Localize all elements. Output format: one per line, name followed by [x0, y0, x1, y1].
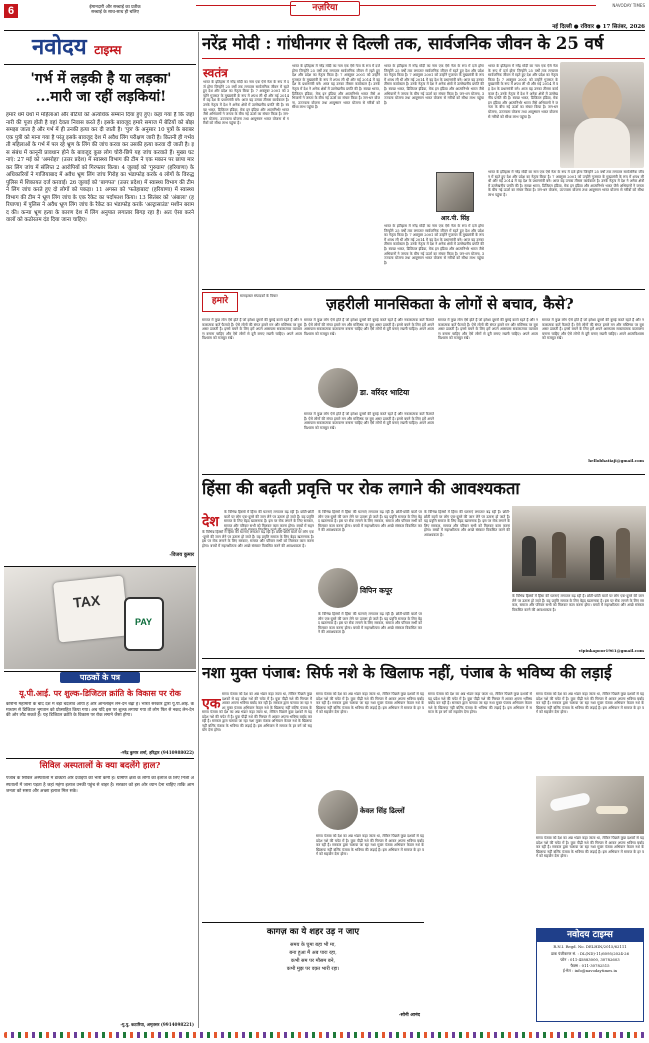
violence-body-col1: के विभिन्न हिस्सों में हिंसा की घटनाएं लगातार बढ़ रही हैं। छोटी-छोटी बातों पर लोग एक-दूसरे की जान लेने पर उतारू हो जाते हैं। यह प्रवृत्ति समाज के लिए बेहद खतरनाक है। इस पर रोक लगाने के लिए सरकार, समाज और परिवार सभी को मिलकर काम करना होगा। बच्चों में सहन [224, 510, 314, 528]
toxic-body-col2b: समाज में कुछ लोग ऐसे होते हैं जो हमेशा दूसरों की बुराई करते रहते हैं और नकारात्मक बातें फैलाते हैं। ऐसे लोगों की संगत हमारे मन और मस्तिष्क पर बुरा असर डालती है। इनसे बचने के लिए हमें अपने आसपास सकारात्मक वातावरण बनाना चाहिए और ऐसे लोगों से दूरी बनाए रखनी चाहिए। अपने आत्मविश्वास को मजबूत रखें। [304, 412, 434, 430]
toxic-author-name: डा. वरिंदर भाटिया [360, 388, 410, 397]
toxic-body-col3: समाज में कुछ लोग ऐसे होते हैं जो हमेशा दूसरों की बुराई करते रहते हैं और नकारात्मक बातें फैलाते हैं। ऐसे लोगों की संगत हमारे मन और मस्तिष्क पर बुरा असर डालती है। इनसे बचने के लिए हमें अपने आसपास सकारात्मक वातावरण बनाना चाहिए और ऐसे लोगों से दूरी बनाए रखनी चाहिए। अपने आत्मविश्वास को मजबूत रखें। [438, 318, 538, 341]
punjab-body-col3: समय पंजाब को देश का अन्न भंडार कहा जाता था, लेकिन पिछले कुछ दशकों से यह प्रदेश नशे की चपेट में है। युवा पीढ़ी नशे की गिरफ्त में आकर अपना भविष्य बर्बाद कर रही है। सरकार द्वारा चलाया जा रहा नशा मुक्त पंजाब अभियान केवल नशे के खिलाफ नहीं बल्कि पंजाब के भविष्य की लड़ाई है। इस अभियान में समाज के हर वर्ग को सहयोग देना होगा। [428, 692, 532, 715]
modi-body-col5: भारत के इतिहास में नरेंद्र मोदी का नाम एक ऐसे नेता के रूप में दर्ज होगा जिन्होंने 25 वर्षों तक लगातार सार्वजनिक जीवन में रहते हुए देश और प्रदेश का नेतृत्व किया है। 7 अक्तूबर 2001 को उन्होंने गुजरात के मुख्यमंत्री के रूप में शपथ ली थी और मई 2014 में वह देश के प्रधानमंत्री बने। आज यह उनका तीसरा कार्यकाल है। उनके नेतृत्व में देश ने अनेक क्षेत्रों में उल्लेखनीय प्रगति की है। स्वच्छ भारत, डिजिटल इंडिया, मेक इन इंडिया और आत्मनिर्भर भारत जैसे अभियानों ने जनता के बीच नई ऊर्जा का संचार किया है। जन-धन योजना, उज्ज्वला योजना तथा आयुष्मान भारत योजना से गरीबों को सीधा लाभ पहुंचा है। [488, 64, 558, 119]
masthead-logo [32, 36, 182, 60]
footer-lines: डाक पंजीकरण सं. : DL(ND)-11/6095/2024-26 फोन : 011-45883000, 30782603 फैक्स : 011-30782515 ई-मेल : info@navodaytimes.in [551, 951, 629, 974]
punjab-body-col4b: समय पंजाब को देश का अन्न भंडार कहा जाता था, लेकिन पिछले कुछ दशकों से यह प्रदेश नशे की चपेट में है। युवा पीढ़ी नशे की गिरफ्त में आकर अपना भविष्य बर्बाद कर रही है। सरकार द्वारा चलाया जा रहा नशा मुक्त पंजाब अभियान केवल नशे के खिलाफ नहीं बल्कि पंजाब के भविष्य की लड़ाई है। इस अभियान में समाज के हर वर्ग को सहयोग देना होगा। [536, 836, 644, 859]
toxic-author-photo [318, 368, 358, 408]
ad-body: सलाहकार संपादकों के विचार [240, 294, 278, 298]
editorial-title-line2: ...मारी जा रहीं लड़कियां! [35, 89, 167, 105]
page-number-box [4, 4, 18, 18]
tax-card-image: TAX PAY [4, 566, 196, 669]
violence-body-col2: के विभिन्न हिस्सों में हिंसा की घटनाएं लगातार बढ़ रही हैं। छोटी-छोटी बातों पर लोग एक-दूसरे की जान लेने पर उतारू हो जाते हैं। यह प्रवृत्ति समाज के लिए बेहद खतरनाक है। इस पर रोक लगाने के लिए सरकार, समाज और परिवार सभी को मिलकर काम करना होगा। बच्चों में सहनशीलता और अच्छे संस्कार विकसित करने की आवश्यकता है। [318, 510, 422, 533]
violence-body-col1b: के विभिन्न हिस्सों में हिंसा की घटनाएं लगातार बढ़ रही हैं। छोटी-छोटी बातों पर लोग एक-दूसरे की जान लेने पर उतारू हो जाते हैं। यह प्रवृत्ति समाज के लिए बेहद खतरनाक है। इस पर रोक लगाने के लिए सरकार, समाज और परिवार सभी को मिलकर काम करना होगा। बच्चों में सहनशीलता और अच्छे संस्कार विकसित करने की आवश्यकता है। [202, 530, 314, 548]
letter1-title: यू.पी.आई. पर शुल्क-डिजिटल क्रांति के विकास पर रोक [19, 688, 181, 698]
footer-dots [4, 1032, 645, 1038]
ad-title: हमारे [211, 296, 229, 306]
modi-headline: नरेंद्र मोदी : गांधीनगर से दिल्ली तक, सार्वजनिक जीवन के 25 वर्ष [202, 34, 604, 53]
toxic-body-col2: समाज में कुछ लोग ऐसे होते हैं जो हमेशा दूसरों की बुराई करते रहते हैं और नकारात्मक बातें फैलाते हैं। ऐसे लोगों की संगत हमारे मन और मस्तिष्क पर बुरा असर डालती है। इनसे बचने के लिए हमें अपने आसपास सकारात्मक वातावरण बनाना चाहिए और ऐसे लोगों से दूरी बनाए रखनी चाहिए। अपने आत्मविश्वास को मजबूत रखें। [304, 318, 434, 336]
letter1-body: कोरोना महामारी के बाद देश में बड़ा बदलाव आया है और ऑनलाइन लेन-देन बढ़ा है। भारत सरकार द्वारा यू.पी.आई. के माध्यम से डिजिटल भुगतान को प्रोत्साहित किया गया। अब यदि इस पर शुल्क लगाया गया तो लोग फिर से नकद लेन-देन की ओर लौट सकते हैं। यह डिजिटल क्रांति के विकास पर रोक लगाने जैसा होगा। [6, 702, 194, 719]
modi-body-col2: भारत के इतिहास में नरेंद्र मोदी का नाम एक ऐसे नेता के रूप में दर्ज होगा जिन्होंने 25 वर्षों तक लगातार सार्वजनिक जीवन में रहते हुए देश और प्रदेश का नेतृत्व किया है। 7 अक्तूबर 2001 को उन्होंने गुजरात के मुख्यमंत्री के रूप में शपथ ली थी और मई 2014 में वह देश के प्रधानमंत्री बने। आज यह उनका तीसरा कार्यकाल है। उनके नेतृत्व में देश ने अनेक क्षेत्रों में उल्लेखनीय प्रगति की है। स्वच्छ भारत, डिजिटल इंडिया, मेक इन इंडिया और आत्मनिर्भर भारत जैसे अभियानों ने जनता के बीच नई ऊर्जा का संचार किया है। जन-धन योजना, उज्ज्वला योजना तथा आयुष्मान भारत योजना से गरीबों को सीधा लाभ पहुंचा है। [292, 64, 380, 110]
violence-author-name: विपिन कपूर [360, 586, 393, 595]
toxic-body-col1: समाज में कुछ लोग ऐसे होते हैं जो हमेशा दूसरों की बुराई करते रहते हैं और नकारात्मक बातें फैलाते हैं। ऐसे लोगों की संगत हमारे मन और मस्तिष्क पर बुरा असर डालती है। इनसे बचने के लिए हमें अपने आसपास सकारात्मक वातावरण बनाना चाहिए और ऐसे लोगों से दूरी बनाए रखनी चाहिए। अपने आत्मविश्वास को मजबूत रखें। [202, 318, 302, 341]
poem-byline: -सोनी आनंद [398, 1013, 420, 1018]
violence-crowd-photo [512, 506, 646, 592]
letter1-byline: -नरेंद्र कुमार शर्मा, हरिद्वार (9410988022) [120, 750, 194, 755]
modi-body-col6: भारत के इतिहास में नरेंद्र मोदी का नाम एक ऐसे नेता के रूप में दर्ज होगा जिन्होंने 25 वर्षों तक लगातार सार्वजनिक जीवन में रहते हुए देश और प्रदेश का नेतृत्व किया है। 7 अक्तूबर 2001 को उन्होंने गुजरात के मुख्यमंत्री के रूप में शपथ ली थी और मई 2014 में वह देश के प्रधानमंत्री बने। आज यह उनका तीसरा कार्यकाल है। उनके नेतृत्व में देश ने अनेक क्षेत्रों में उल्लेखनीय प्रगति की है। स्वच्छ भारत, डिजिटल इंडिया, मेक इन इंडिया और आत्मनिर्भर भारत जैसे अभियानों ने जनता के बीच नई ऊर्जा का संचार किया है। जन-धन योजना, उज्ज्वला योजना तथा आयुष्मान भारत योजना से गरीबों को सीधा लाभ पहुंचा है। [488, 170, 644, 197]
punjab-dropcap: एक [202, 696, 221, 712]
poem-title: कागज़ का ये शहर उड़ न जाए [266, 927, 360, 937]
violence-author-photo [318, 568, 358, 608]
footer-brand: नवोदय टाइम्स [537, 929, 643, 942]
punjab-body-col1: समय पंजाब को देश का अन्न भंडार कहा जाता था, लेकिन पिछले कुछ दशकों से यह प्रदेश नशे की चपेट में है। युवा पीढ़ी नशे की गिरफ्त में आकर अपना भविष्य बर्बाद कर रही है। सरकार द्वारा चलाया जा रहा नशा मुक्त पंजाब अभियान केवल नशे के खिलाफ नहीं बल्कि पंजाब के [222, 692, 312, 710]
editorial-body: हमारे धर्म ग्रंथों में महिलाओं और बेटियों को अत्यधिक सम्मान दिया हुए हुए। कहा गया है कि जहां नारी की पूजा होती है वहां देवता निवास करते हैं। इसके बावजूद हमारे समाज में बेटियों को बोझ समझा जाता है और गर्भ में ही उनकी हत्या कर दी जाती है। 'पुत्र' के अनुसार 10 पुत्रों के बराबर एक पुत्री को माना गया है परंतु इसके बावजूद देश में अवैध लिंग परीक्षण जारी है। कितनी ही गर्भवती महिलाओं के गर्भ में पल रहे भ्रूण के लिंग की जांच करवा कर उसकी हत्या करवा दी जाती है। इस संबंध में कानूनी प्रावधान होने के बावजूद कुछ लोग चोरी-छिपे यह जांच करवाते हैं। मुख्य घटनाएं: 27 मई को 'अमरोहा' (उत्तर प्रदेश) में स्वास्थ्य विभाग की टीम ने एक मकान पर छापा मार कर लिंग जांच में संलिप्त 2 आरोपियों को गिरफ्तार किया। 4 जुलाई को 'गुरुग्राम' (हरियाणा) के अधिकारियों ने गाजियाबाद में अवैध भ्रूण लिंग जांच गिरोह का भंडाफोड़ करके 4 लोगों के विरुद्ध पुलिस में शिकायत दर्ज करवाई। 26 जुलाई को 'बागपत' (उत्तर प्रदेश) में स्वास्थ्य विभाग की टीम ने लिंग जांच करते हुए दो लोगों को पकड़ा। 11 अगस्त को 'फतेहाबाद' (हरियाणा) में स्वास्थ्य विभाग की टीम ने भ्रूण लिंग जांच के एक रैकेट का पर्दाफाश किया। 13 सितंबर को 'अंबाला' (हरियाणा) में पुलिस ने अवैध भ्रूण लिंग जांच के रैकेट का भंडाफोड़ करके 'अल्ट्रासाउंड' मशीन बरामद की। कन्या भ्रूण हत्या के कारण देश में लिंग अनुपात लगातार बिगड़ रहा है। अतः ऐसा करने वालों को कठोरतम दंड दिया जाना चाहिए। [6, 112, 194, 223]
poem-lines: समय के घुमा बहा भी मा, बना हुआ मैं अब पारा रहा, कभी सम पर मौसम बने, कभी मुझ पर वक़्त भारी रहा। [286, 942, 340, 972]
violence-body-col4: के विभिन्न हिस्सों में हिंसा की घटनाएं लगातार बढ़ रही हैं। छोटी-छोटी बातों पर लोग एक-दूसरे की जान लेने पर उतारू हो जाते हैं। यह प्रवृत्ति समाज के लिए बेहद खतरनाक है। इस पर रोक लगाने के लिए सरकार, समाज और परिवार सभी को मिलकर काम करना होगा। बच्चों में सहनशीलता और अच्छे संस्कार विकसित करने की आवश्यकता है। [512, 594, 644, 612]
footer-reg: R.N.I. Regd. No. DELHIN/2015/62111 [553, 944, 627, 949]
toxic-body-col4: समाज में कुछ लोग ऐसे होते हैं जो हमेशा दूसरों की बुराई करते रहते हैं और नकारात्मक बातें फैलाते हैं। ऐसे लोगों की संगत हमारे मन और मस्तिष्क पर बुरा असर डालती है। इनसे बचने के लिए हमें अपने आसपास सकारात्मक वातावरण बनाना चाहिए और ऐसे लोगों से दूरी बनाए रखनी चाहिए। अपने आत्मविश्वास को मजबूत रखें। [542, 318, 644, 341]
punjab-body-col4: समय पंजाब को देश का अन्न भंडार कहा जाता था, लेकिन पिछले कुछ दशकों से यह प्रदेश नशे की चपेट में है। युवा पीढ़ी नशे की गिरफ्त में आकर अपना भविष्य बर्बाद कर रही है। सरकार द्वारा चलाया जा रहा नशा मुक्त पंजाब अभियान केवल नशे के खिलाफ नहीं बल्कि पंजाब के भविष्य की लड़ाई है। इस अभियान में समाज के हर वर्ग को सहयोग देना होगा। [536, 692, 644, 715]
modi-body-col3: भारत के इतिहास में नरेंद्र मोदी का नाम एक ऐसे नेता के रूप में दर्ज होगा जिन्होंने 25 वर्षों तक लगातार सार्वजनिक जीवन में रहते हुए देश और प्रदेश का नेतृत्व किया है। 7 अक्तूबर 2001 को उन्होंने गुजरात के मुख्यमंत्री के रूप में शपथ ली थी और मई 2014 में वह देश के प्रधानमंत्री बने। आज यह उनका तीसरा कार्यकाल है। उनके नेतृत्व में देश ने अनेक क्षेत्रों में उल्लेखनीय प्रगति की है। स्वच्छ भारत, डिजिटल इंडिया, मेक इन इंडिया और आत्मनिर्भर भारत जैसे अभियानों ने जनता के बीच नई ऊर्जा का संचार किया है। जन-धन योजना, उज्ज्वला योजना तथा आयुष्मान भारत योजना से गरीबों को सीधा लाभ पहुंचा है। [384, 64, 484, 105]
poem-box [202, 922, 424, 1022]
modi-author-name: आर.पी. सिंह [440, 215, 470, 222]
punjab-headline: नशा मुक्त पंजाब: सिर्फ नशे के खिलाफ नहीं, पंजाब के भविष्य की लड़ाई [202, 663, 612, 682]
page-number: 6 [7, 5, 15, 17]
editorial-headline [8, 70, 194, 106]
letter2-body: पंजाब के सिविल अस्पतालों में डॉक्टरों और दवाइयों की भारी कमी है। ग्रामीण क्षेत्रों के लोगों को इलाज के लिए निजी अस्पतालों में जाना पड़ता है जहां महंगा इलाज उनकी पहुंच से बाहर है। सरकार को इस ओर ध्यान देना चाहिए ताकि आम जनता को सस्ता और अच्छा इलाज मिल सके। [6, 776, 194, 795]
violence-dropcap: देश [202, 514, 219, 530]
footer-masthead-box [536, 928, 644, 1022]
editorial-title-line1: 'गर्भ में लड़की है या लड़का' [30, 71, 172, 87]
punjab-body-col2b: समय पंजाब को देश का अन्न भंडार कहा जाता था, लेकिन पिछले कुछ दशकों से यह प्रदेश नशे की चपेट में है। युवा पीढ़ी नशे की गिरफ्त में आकर अपना भविष्य बर्बाद कर रही है। सरकार द्वारा चलाया जा रहा नशा मुक्त पंजाब अभियान केवल नशे के खिलाफ नहीं बल्कि पंजाब के भविष्य की लड़ाई है। इस अभियान में समाज के हर वर्ग को सहयोग देना होगा। [316, 834, 424, 857]
modi-author-photo [436, 172, 474, 212]
punjab-author-photo [318, 790, 358, 830]
modi-dropcap: स्वतंत्र [203, 66, 228, 80]
letter2-title: सिविल अस्पतालों के क्या बदलेंगे हाल? [39, 761, 161, 771]
violence-body-col2b: के विभिन्न हिस्सों में हिंसा की घटनाएं लगातार बढ़ रही हैं। छोटी-छोटी बातों पर लोग एक-दूसरे की जान लेने पर उतारू हो जाते हैं। यह प्रवृत्ति समाज के लिए बेहद खतरनाक है। इस पर रोक लगाने के लिए सरकार, समाज और परिवार सभी को मिलकर काम करना होगा। बच्चों में सहनशीलता और अच्छे संस्कार विकसित करने की आवश्यकता है। [318, 612, 422, 635]
toxic-email: hellobhatiaji@gmail.com [588, 458, 644, 463]
punjab-body-col1b: समय पंजाब को देश का अन्न भंडार कहा जाता था, लेकिन पिछले कुछ दशकों से यह प्रदेश नशे की चपेट में है। युवा पीढ़ी नशे की गिरफ्त में आकर अपना भविष्य बर्बाद कर रही है। सरकार द्वारा चलाया जा रहा नशा मुक्त पंजाब अभियान केवल नशे के खिलाफ नहीं बल्कि पंजाब के भविष्य की लड़ाई है। इस अभियान में समाज के हर वर्ग को सहयोग देना होगा। [202, 710, 312, 733]
letters-heading: पाठकों के पत्र [60, 672, 140, 683]
section-title: नज़रिया [290, 1, 360, 16]
violence-email: vipinkapoor1961@gmail.com [578, 648, 644, 653]
brand-small: NAVODAY TIMES [612, 3, 645, 8]
masthead-suffix: टाइम्स [94, 43, 122, 57]
dateline: नई दिल्ली ● रविवार ● 17 सितंबर, 2026 [552, 24, 645, 30]
editorial-byline: -विजय कुमार [169, 552, 194, 558]
punjab-author-name: केवल सिंह ढिल्लों [360, 806, 405, 815]
modi-portrait [560, 62, 644, 168]
upi-label: PAY [135, 617, 153, 627]
header-motto: ईमानदारी और सच्चाई का प्रतीक सच्चाई के साथ-साथ ही चलिए [89, 5, 141, 15]
letter2-byline: -गु.पु. कटारिया, अमृतसर (9914098221) [120, 1022, 194, 1027]
punjab-drug-photo [536, 776, 644, 834]
violence-body-col3: के विभिन्न हिस्सों में हिंसा की घटनाएं लगातार बढ़ रही हैं। छोटी-छोटी बातों पर लोग एक-दूसरे की जान लेने पर उतारू हो जाते हैं। यह प्रवृत्ति समाज के लिए बेहद खतरनाक है। इस पर रोक लगाने के लिए सरकार, समाज और परिवार सभी को मिलकर काम करना होगा। बच्चों में सहनशीलता और अच्छे संस्कार विकसित करने की आवश्यकता है। [424, 510, 510, 537]
modi-body-col1: भारत के इतिहास में नरेंद्र मोदी का नाम एक ऐसे नेता के रूप में दर्ज होगा जिन्होंने 25 वर्षों तक लगातार सार्वजनिक जीवन में रहते हुए देश और प्रदेश का नेतृत्व किया है। 7 अक्तूबर 2001 को उन्होंने गुजरात के मुख्यमंत्री के रूप में शपथ ली थी और मई 2014 में वह देश के प्रधानमंत्री बने। आज यह उनका तीसरा कार्यकाल है। उनके नेतृत्व में देश ने अनेक क्षेत्रों में उल्लेखनीय प्रगति की है। स्वच्छ भारत, डिजिटल इंडिया, मेक इन इंडिया और आत्मनिर्भर भारत जैसे अभियानों ने जनता के बीच नई ऊर्जा का संचार किया है। जन-धन योजना, उज्ज्वला योजना तथा आयुष्मान भारत योजना से गरीबों को सीधा लाभ पहुंचा है। [203, 80, 289, 126]
punjab-body-col2: समय पंजाब को देश का अन्न भंडार कहा जाता था, लेकिन पिछले कुछ दशकों से यह प्रदेश नशे की चपेट में है। युवा पीढ़ी नशे की गिरफ्त में आकर अपना भविष्य बर्बाद कर रही है। सरकार द्वारा चलाया जा रहा नशा मुक्त पंजाब अभियान केवल नशे के खिलाफ नहीं बल्कि पंजाब के भविष्य की लड़ाई है। इस अभियान में समाज के हर वर्ग को सहयोग देना होगा। [316, 692, 424, 715]
violence-headline: हिंसा की बढ़ती प्रवृत्ति पर रोक लगाने की आवश्यकता [202, 479, 520, 498]
ad-box [202, 292, 238, 312]
toxic-headline: ज़हरीली मानसिकता के लोगों से बचाव, कैसे? [326, 295, 574, 313]
modi-body-col4: भारत के इतिहास में नरेंद्र मोदी का नाम एक ऐसे नेता के रूप में दर्ज होगा जिन्होंने 25 वर्षों तक लगातार सार्वजनिक जीवन में रहते हुए देश और प्रदेश का नेतृत्व किया है। 7 अक्तूबर 2001 को उन्होंने गुजरात के मुख्यमंत्री के रूप में शपथ ली थी और मई 2014 में वह देश के प्रधानमंत्री बने। आज यह उनका तीसरा कार्यकाल है। उनके नेतृत्व में देश ने अनेक क्षेत्रों में उल्लेखनीय प्रगति की है। स्वच्छ भारत, डिजिटल इंडिया, मेक इन इंडिया और आत्मनिर्भर भारत जैसे अभियानों ने जनता के बीच नई ऊर्जा का संचार किया है। जन-धन योजना, उज्ज्वला योजना तथा आयुष्मान भारत योजना से गरीबों को सीधा लाभ पहुंचा है। [384, 224, 484, 265]
masthead-name: नवोदय [32, 35, 87, 60]
